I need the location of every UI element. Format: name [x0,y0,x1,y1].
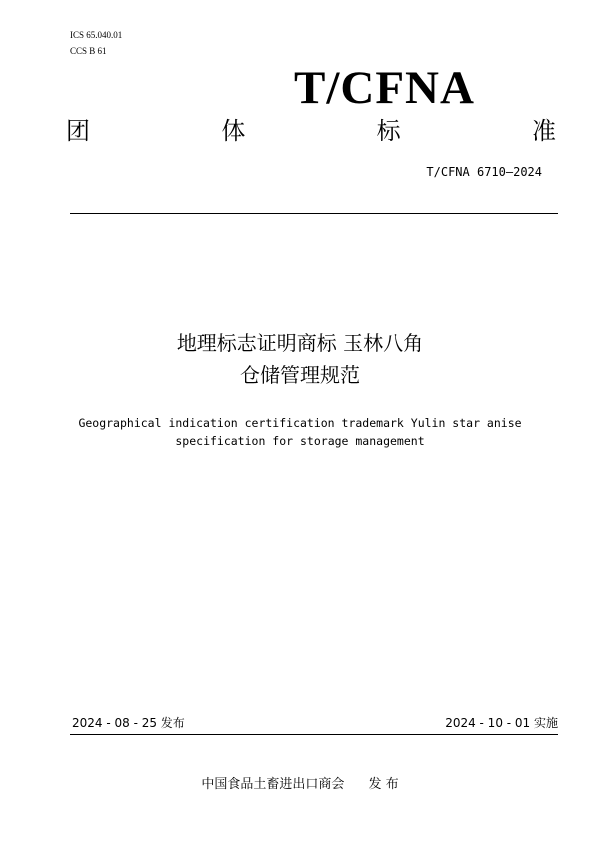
standard-type [66,116,556,146]
publisher-name: 中国食品土畜进出口商会 [201,777,345,792]
top-divider [70,213,558,214]
standard-type-char-3: 标 [376,117,401,145]
standard-type-char-2: 体 [221,117,246,145]
english-title [0,414,600,450]
ics-code: ICS 65.040.01 [70,30,123,40]
ccs-code: CCS B 61 [70,46,107,56]
publisher-action: 发 布 [368,777,399,792]
implementation-date: 2024 - 10 - 01 实施 [445,716,558,730]
publisher [0,776,600,794]
standard-type-char-1: 团 [66,117,90,145]
organization-logo: T/CFNA [294,62,475,114]
standard-type-char-4: 准 [531,117,556,145]
english-title-line-2: specification for storage management [175,434,425,448]
standard-number: T/CFNA 6710—2024 [426,165,542,179]
english-title-line-1: Geographical indication certification trademark Yulin star anise [78,416,522,430]
chinese-title-line-2: 仓储管理规范 [240,363,360,387]
chinese-title [0,327,600,391]
issue-date: 2024 - 08 - 25 发布 [72,716,185,730]
bottom-divider [70,734,558,735]
chinese-title-line-1: 地理标志证明商标 玉林八角 [176,331,424,355]
